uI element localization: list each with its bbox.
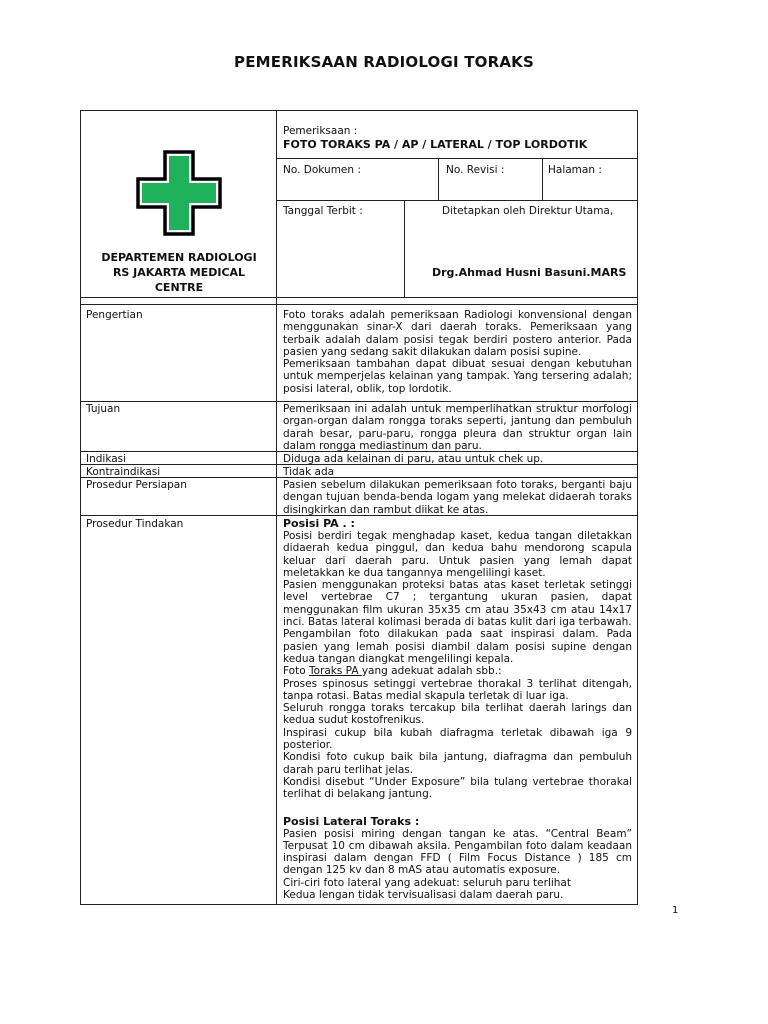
row-content-prosedur-persiapan: Pasien sebelum dilakukan pemeriksaan foto toraks, berganti baju dengan tujuan benda-benda logam yang melekat didaerah toraks disingkirkan dan rambut diikat ke atas. — [283, 479, 632, 516]
department-name: DEPARTEMEN RADIOLOGI RS JAKARTA MEDICAL CENTRE — [101, 251, 257, 294]
halaman-label: Halaman : — [548, 164, 602, 176]
posisi-lateral-heading: Posisi Lateral Toraks : — [283, 814, 420, 828]
pemeriksaan-value: FOTO TORAKS PA / AP / LATERAL / TOP LORDOTIK — [283, 138, 588, 151]
row-label-tujuan: Tujuan — [86, 403, 121, 415]
document-title: PEMERIKSAAN RADIOLOGI TORAKS — [234, 53, 534, 71]
no-revisi-label: No. Revisi : — [446, 164, 505, 176]
row-content-prosedur-tindakan: Posisi PA . : Posisi berdiri tegak menghadap kaset, kedua tangan diletakkan didaerah kedua pinggul, dan kedua bahu mendorong scapula keluar dari daerah paru. Untuk pasien yang lemah dapat meletakkan ke dua tangannya mengelilingi kaset. Pasien menggunakan proteksi batas atas kaset terletak setinggi level vertebrae C7 ; tergantung ukuran pasien, dapat menggunakan film ukuran 35x35 cm atau 35x43 cm atau 14x17 inci. Batas lateral kolimasi berada di batas kulit dari iga terbawah. Pengambilan foto dilakukan pada saat inspirasi dalam. Pada pasien yang lemah posisi diambil dalam posisi supine dengan kedua tangan diangkat mengelilingi kepala. Foto Toraks PA yang adekuat adalah sbb.: Proses spinosus setinggi vertebrae thorakal 3 terlihat ditengah, tanpa rotasi. Batas medial skapula terletak di luar iga. Seluruh rongga toraks tercakup bila terlihat daerah larings dan kedua sudut kostofrenikus. Inspirasi cukup bila kubah diafragma terletak dibawah iga 9 posterior. Kondisi foto cukup baik bila jantung, diafragma dan pembuluh darah paru terlihat jelas. Kondisi disebut “Under Exposure” bila tulang vertebrae thorakal terlihat di belakang jantung. Posisi Lateral Toraks : Pasien posisi miring dengan tangan ke atas. “Central Beam” Terpusat 10 cm dibawah aksila. Pengambilan foto dalam keadaan inspirasi dalam dengan FFD ( Film Focus Distance ) 185 cm dengan 125 kv dan 8 mAS atau automatis exposure. Ciri-ciri foto lateral yang adekuat: seluruh paru terlihat Kedua lengan tidak tervisualisasi dalam daerah paru. — [283, 517, 632, 902]
row-label-indikasi: Indikasi — [86, 453, 127, 465]
row-content-pengertian: Foto toraks adalah pemeriksaan Radiologi konvensional dengan menggunakan sinar-X dari daerah toraks. Pemeriksaan yang terbaik adalah dalam posisi tegak berdiri postero anterior. Pada pasien yang sedang sakit dilakukan dalam posisi supine. Pemeriksaan tambahan dapat dibuat sesuai dengan kebutuhan untuk memperjelas kelainan yang tampak. Yang tersering adalah; posisi lateral, oblik, top lordotik. — [283, 309, 632, 395]
hospital-cross-logo — [136, 150, 222, 236]
director-name: Drg.Ahmad Husni Basuni.MARS — [432, 266, 627, 279]
row-content-kontraindikasi: Tidak ada — [283, 466, 335, 478]
row-label-kontraindikasi: Kontraindikasi — [86, 466, 161, 478]
row-content-tujuan: Pemeriksaan ini adalah untuk memperlihatkan struktur morfologi organ-organ dalam rongga toraks seperti, jantung dan pembuluh darah besar, paru-paru, rongga pleura dan struktur organ lain dalam rongga mediastinum dan paru. — [283, 403, 632, 452]
row-label-pengertian: Pengertian — [86, 309, 143, 321]
row-content-indikasi: Diduga ada kelainan di paru, atau untuk chek up. — [283, 453, 544, 465]
posisi-pa-heading: Posisi PA . : — [283, 517, 355, 530]
ditetapkan-label: Ditetapkan oleh Direktur Utama, — [442, 205, 614, 217]
row-label-prosedur-tindakan: Prosedur Tindakan — [86, 518, 184, 530]
row-label-prosedur-persiapan: Prosedur Persiapan — [86, 479, 187, 491]
tanggal-terbit-label: Tanggal Terbit : — [283, 205, 363, 217]
toraks-pa-link: Toraks PA — [308, 665, 362, 678]
pemeriksaan-label: Pemeriksaan : — [283, 125, 358, 137]
page-number: 1 — [672, 905, 679, 916]
no-dokumen-label: No. Dokumen : — [283, 164, 361, 176]
